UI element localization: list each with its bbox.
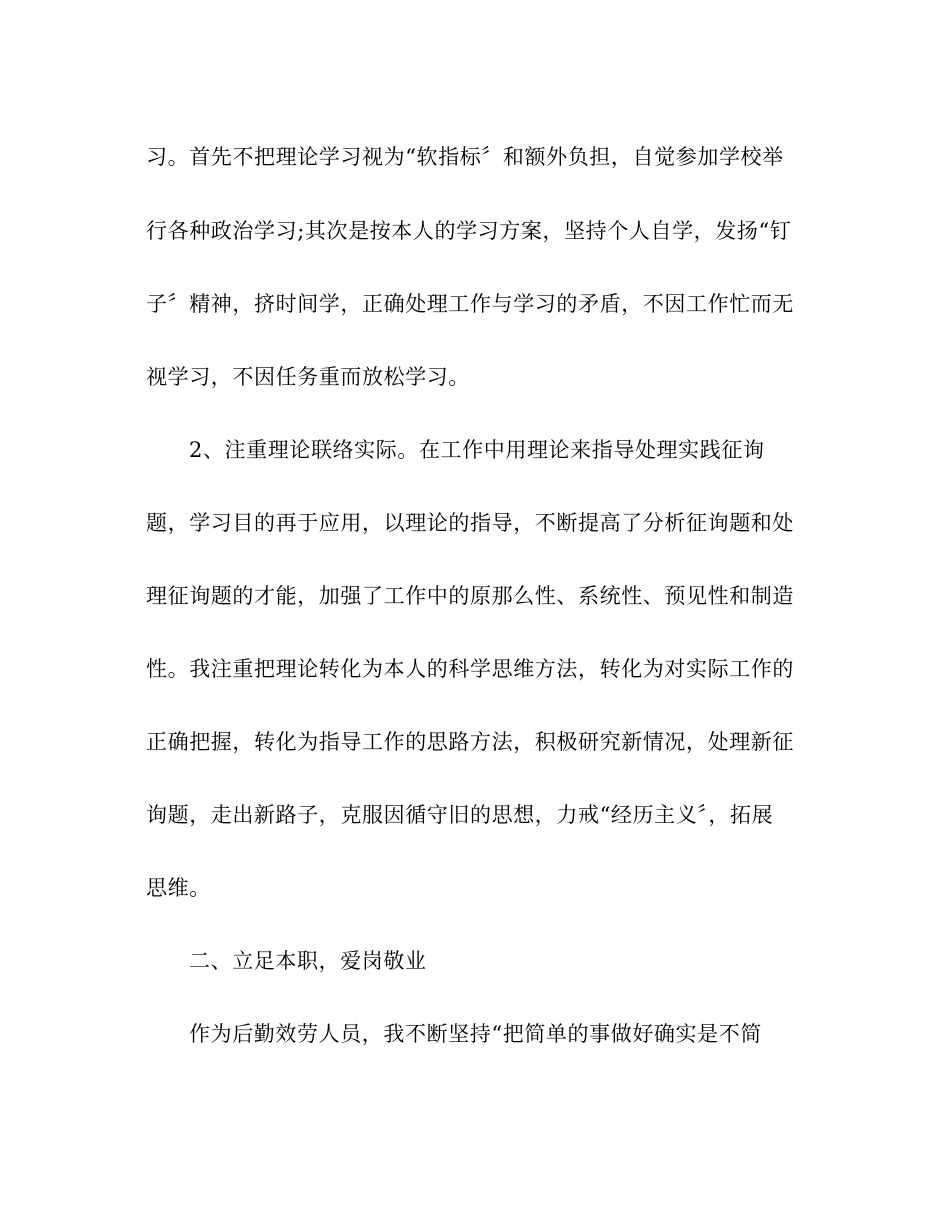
paragraph-line: 理征询题的才能，加强了工作中的原那么性、系统性、预见性和制造 [146,584,794,608]
paragraph-line: 行各种政治学习;其次是按本人的学习方案，坚持个人自学，发扬“钉 [146,219,792,243]
section-heading: 二、立足本职，爱岗敬业 [189,949,427,973]
paragraph-line: 作为后勤效劳人员，我不断坚持“把简单的事做好确实是不简 [189,1022,762,1046]
paragraph-line: 正确把握，转化为指导工作的思路方法，积极研究新情况，处理新征 [146,730,794,754]
paragraph-line: 思维。 [146,876,211,900]
paragraph-line: 询题，走出新路子，克服因循守旧的思想，力戒“经历主义〞，拓展 [146,803,774,827]
paragraph-line: 子〞精神，挤时间学，正确处理工作与学习的矛盾，不因工作忙而无 [146,292,794,316]
paragraph-line: 视学习，不因任务重而放松学习。 [146,365,470,389]
paragraph-line: 2、注重理论联络实际。在工作中用理论来指导处理实践征询 [189,438,765,462]
paragraph-line: 性。我注重把理论转化为本人的科学思维方法，转化为对实际工作的 [146,657,794,681]
paragraph-line: 习。首先不把理论学习视为“软指标〞和额外负担，自觉参加学校举 [146,145,784,169]
paragraph-line: 题，学习目的再于应用，以理论的指导，不断提高了分析征询题和处 [146,511,794,535]
